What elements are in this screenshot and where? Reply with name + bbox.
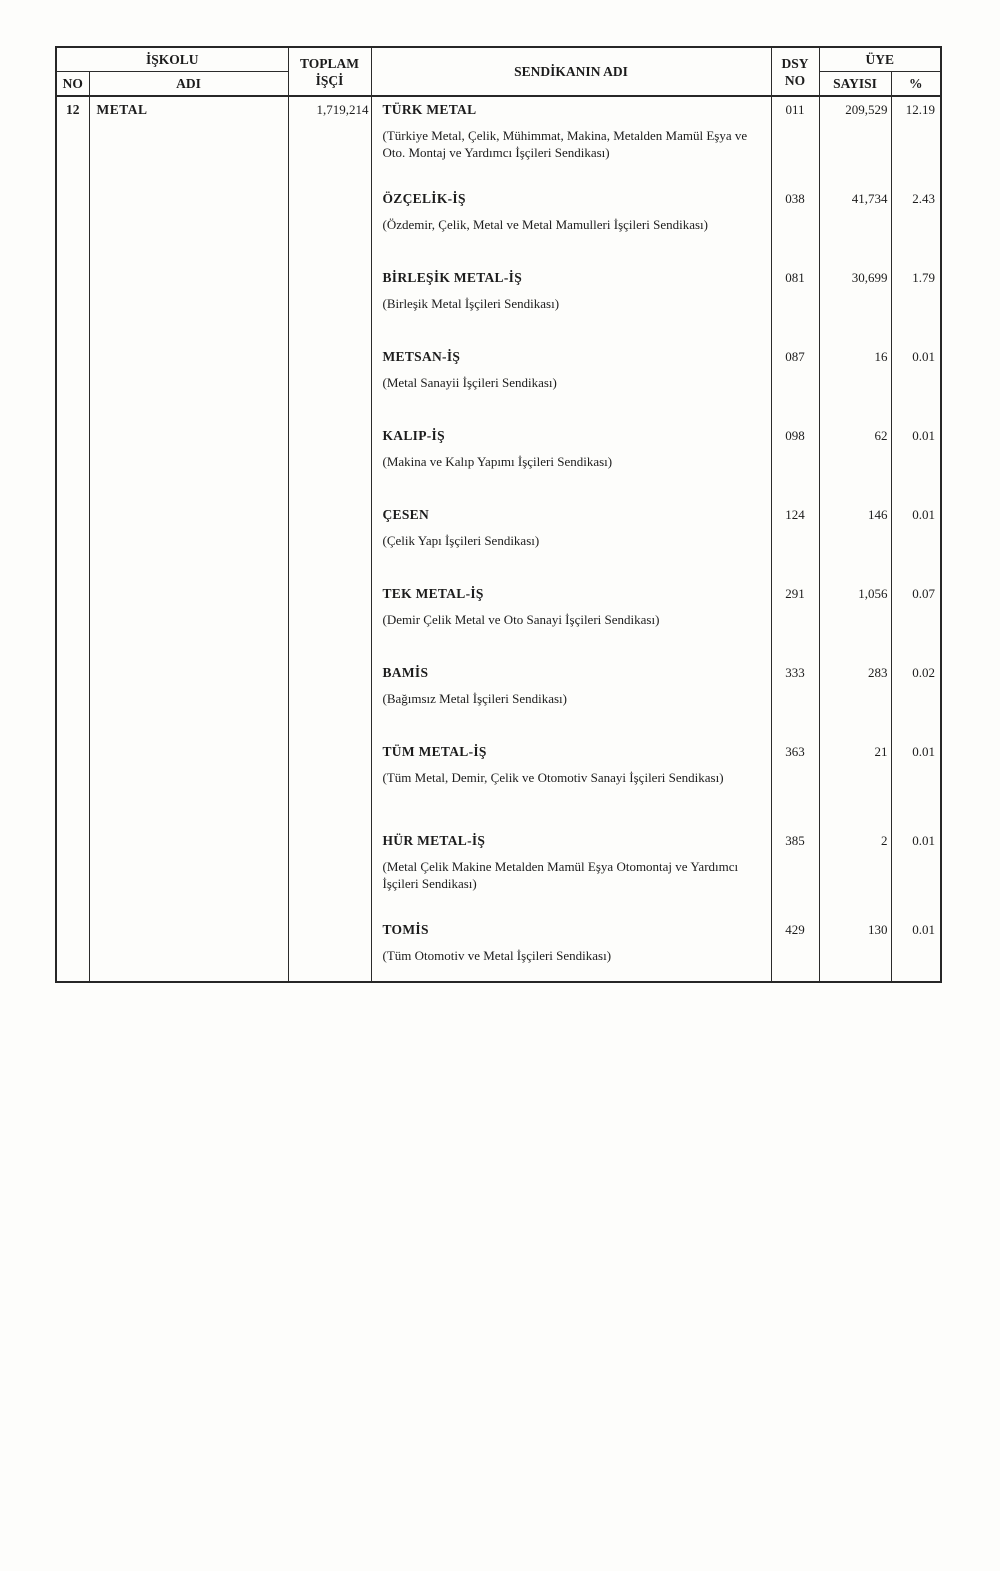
union-dsy-no: 291 [771, 581, 819, 660]
header-toplam-line: TOPLAM [299, 55, 359, 71]
union-percent: 0.01 [891, 917, 941, 982]
union-name-cell [371, 186, 771, 265]
union-name-cell [371, 917, 771, 982]
union-name-cell [371, 96, 771, 186]
table-header [56, 47, 941, 96]
union-name: ÖZÇELİK-İŞ [382, 191, 466, 206]
sector-name: METAL [89, 96, 288, 982]
union-percent: 0.01 [891, 423, 941, 502]
union-members: 2 [819, 828, 891, 917]
union-name: ÇESEN [382, 507, 430, 522]
union-name-cell [371, 660, 771, 739]
union-percent: 12.19 [891, 96, 941, 186]
union-description: (Türkiye Metal, Çelik, Mühimmat, Makina, Metalden Mamül Eşya ve Oto. Montaj ve Yardımcı İşçileri Sendikası) [382, 128, 748, 160]
header-dsy-no [771, 47, 819, 96]
header-uye: ÜYE [819, 47, 941, 72]
union-percent: 0.01 [891, 828, 941, 917]
header-sendikanin-adi: SENDİKANIN ADI [371, 47, 771, 96]
union-name-cell [371, 265, 771, 344]
header-toplam-isci [288, 47, 371, 96]
union-dsy-no: 098 [771, 423, 819, 502]
union-name-cell [371, 581, 771, 660]
union-row [56, 96, 941, 186]
union-percent: 0.02 [891, 660, 941, 739]
union-description: (Çelik Yapı İşçileri Sendikası) [382, 533, 540, 548]
union-dsy-no: 333 [771, 660, 819, 739]
union-members: 16 [819, 344, 891, 423]
union-description: (Metal Sanayii İşçileri Sendikası) [382, 375, 557, 390]
union-dsy-no: 011 [771, 96, 819, 186]
union-members: 209,529 [819, 96, 891, 186]
union-members: 30,699 [819, 265, 891, 344]
union-name: BİRLEŞİK METAL-İŞ [382, 270, 523, 285]
union-name: TÜRK METAL [382, 102, 477, 117]
union-members: 41,734 [819, 186, 891, 265]
union-name-cell [371, 502, 771, 581]
union-description: (Tüm Otomotiv ve Metal İşçileri Sendikası) [382, 948, 612, 963]
union-members: 62 [819, 423, 891, 502]
union-name: METSAN-İŞ [382, 349, 461, 364]
union-name: HÜR METAL-İŞ [382, 833, 486, 848]
union-name: KALIP-İŞ [382, 428, 445, 443]
union-members: 130 [819, 917, 891, 982]
union-description: (Birleşik Metal İşçileri Sendikası) [382, 296, 560, 311]
union-percent: 0.01 [891, 502, 941, 581]
sector-no: 12 [56, 96, 89, 982]
header-isci-line: İŞÇİ [315, 72, 344, 88]
header-adi: ADI [89, 72, 288, 97]
union-name: BAMİS [382, 665, 429, 680]
union-percent: 0.01 [891, 739, 941, 828]
union-dsy-no: 087 [771, 344, 819, 423]
union-statistics-table [55, 46, 942, 983]
union-members: 21 [819, 739, 891, 828]
union-dsy-no: 429 [771, 917, 819, 982]
union-members: 146 [819, 502, 891, 581]
union-members: 1,056 [819, 581, 891, 660]
union-description: (Demir Çelik Metal ve Oto Sanayi İşçileri Sendikası) [382, 612, 660, 627]
header-dsy-line: DSY [781, 55, 809, 71]
union-description: (Makina ve Kalıp Yapımı İşçileri Sendikası) [382, 454, 613, 469]
union-description: (Bağımsız Metal İşçileri Sendikası) [382, 691, 567, 706]
union-name: TÜM METAL-İŞ [382, 744, 487, 759]
union-name-cell [371, 828, 771, 917]
union-name-cell [371, 739, 771, 828]
union-dsy-no: 363 [771, 739, 819, 828]
header-no: NO [62, 75, 83, 91]
union-name: TOMİS [382, 922, 429, 937]
union-percent: 2.43 [891, 186, 941, 265]
union-dsy-no: 081 [771, 265, 819, 344]
header-percent: % [891, 72, 941, 97]
union-percent: 0.01 [891, 344, 941, 423]
union-percent: 1.79 [891, 265, 941, 344]
header-dsy-no-line: NO [784, 72, 806, 88]
union-name: TEK METAL-İŞ [382, 586, 484, 601]
union-description: (Özdemir, Çelik, Metal ve Metal Mamulleri İşçileri Sendikası) [382, 217, 708, 232]
header-iskolu: İŞKOLU [56, 47, 288, 72]
union-name-cell [371, 423, 771, 502]
union-dsy-no: 038 [771, 186, 819, 265]
header-sayisi: SAYISI [819, 72, 891, 97]
union-name-cell [371, 344, 771, 423]
sector-total-workers: 1,719,214 [288, 96, 371, 982]
union-description: (Tüm Metal, Demir, Çelik ve Otomotiv Sanayi İşçileri Sendikası) [382, 770, 724, 785]
union-percent: 0.07 [891, 581, 941, 660]
union-dsy-no: 124 [771, 502, 819, 581]
union-description: (Metal Çelik Makine Metalden Mamül Eşya Otomontaj ve Yardımcı İşçileri Sendikası) [382, 859, 739, 891]
union-dsy-no: 385 [771, 828, 819, 917]
union-members: 283 [819, 660, 891, 739]
